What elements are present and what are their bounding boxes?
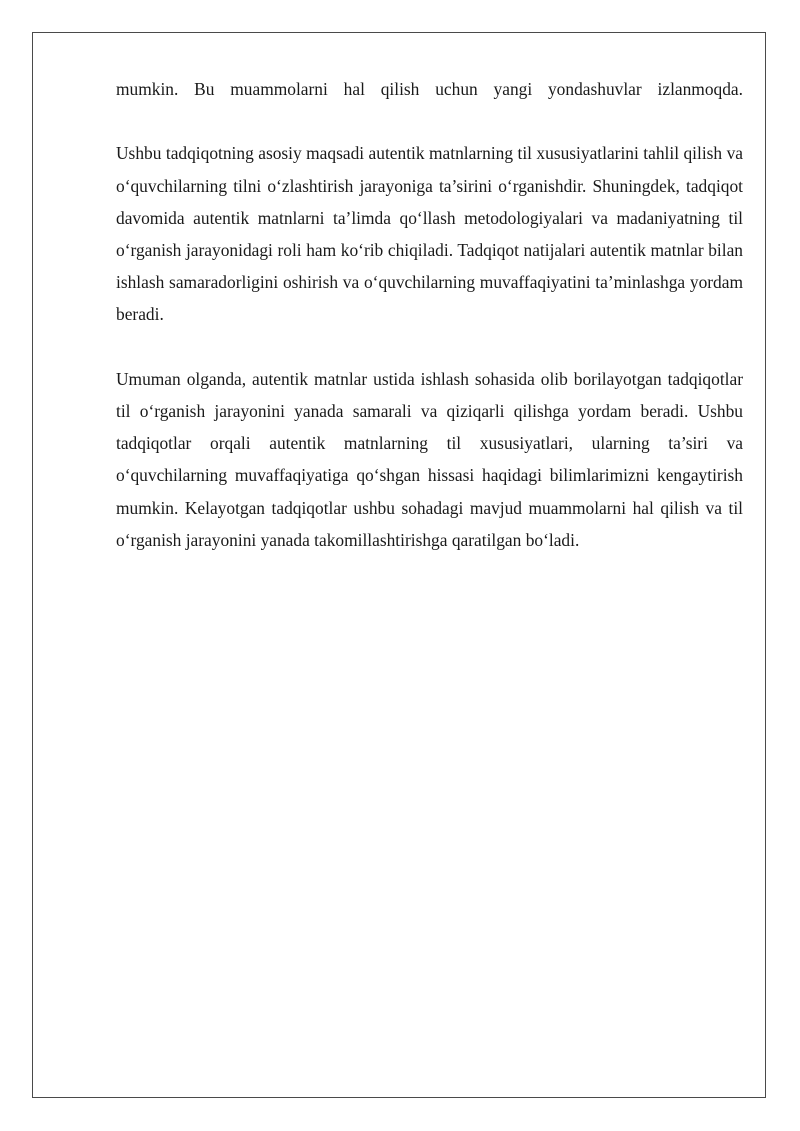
paragraph-3: Umuman olganda, autentik matnlar ustida ishlash sohasida olib borilayotgan tadqiqotlar til o‘rganish jarayonini yanada samarali va qiziqarli qilishga yordam beradi. Ushbu tadqiqotlar orqali autentik matnlarning til xususiyatlari, ularning ta’siri va o‘quvchilarning muvaffaqiyatiga qo‘shgan hissasi haqidagi bilimlarimizni kengaytirish mumkin. Kelayotgan tadqiqotlar ushbu sohadagi mavjud muammolarni hal qilish va til o‘rganish jarayonini yanada takomillashtirishga qaratilgan bo‘ladi. [116, 368, 743, 550]
paragraph-1: mumkin. Bu muammolarni hal qilish uchun yangi yondashuvlar izlanmoqda. [116, 79, 743, 99]
document-page [32, 32, 766, 1098]
paragraph-2: Ushbu tadqiqotning asosiy maqsadi autentik matnlarning til xususiyatlarini tahlil qilish va o‘quvchilarning tilni o‘zlashtirish jarayoniga ta’sirini o‘rganishdir. Shuningdek, tadqiqot davomida autentik matnlarni ta’limda qo‘llash metodologiyalari va madaniyatning til o‘rganish jarayonidagi roli ham ko‘rib chiqiladi. Tadqiqot natijalari autentik matnlar bilan ishlash samaradorligini oshirish va o‘quvchilarning muvaffaqiyatini ta’minlashga yordam beradi. [116, 143, 743, 325]
document-body [116, 73, 743, 588]
